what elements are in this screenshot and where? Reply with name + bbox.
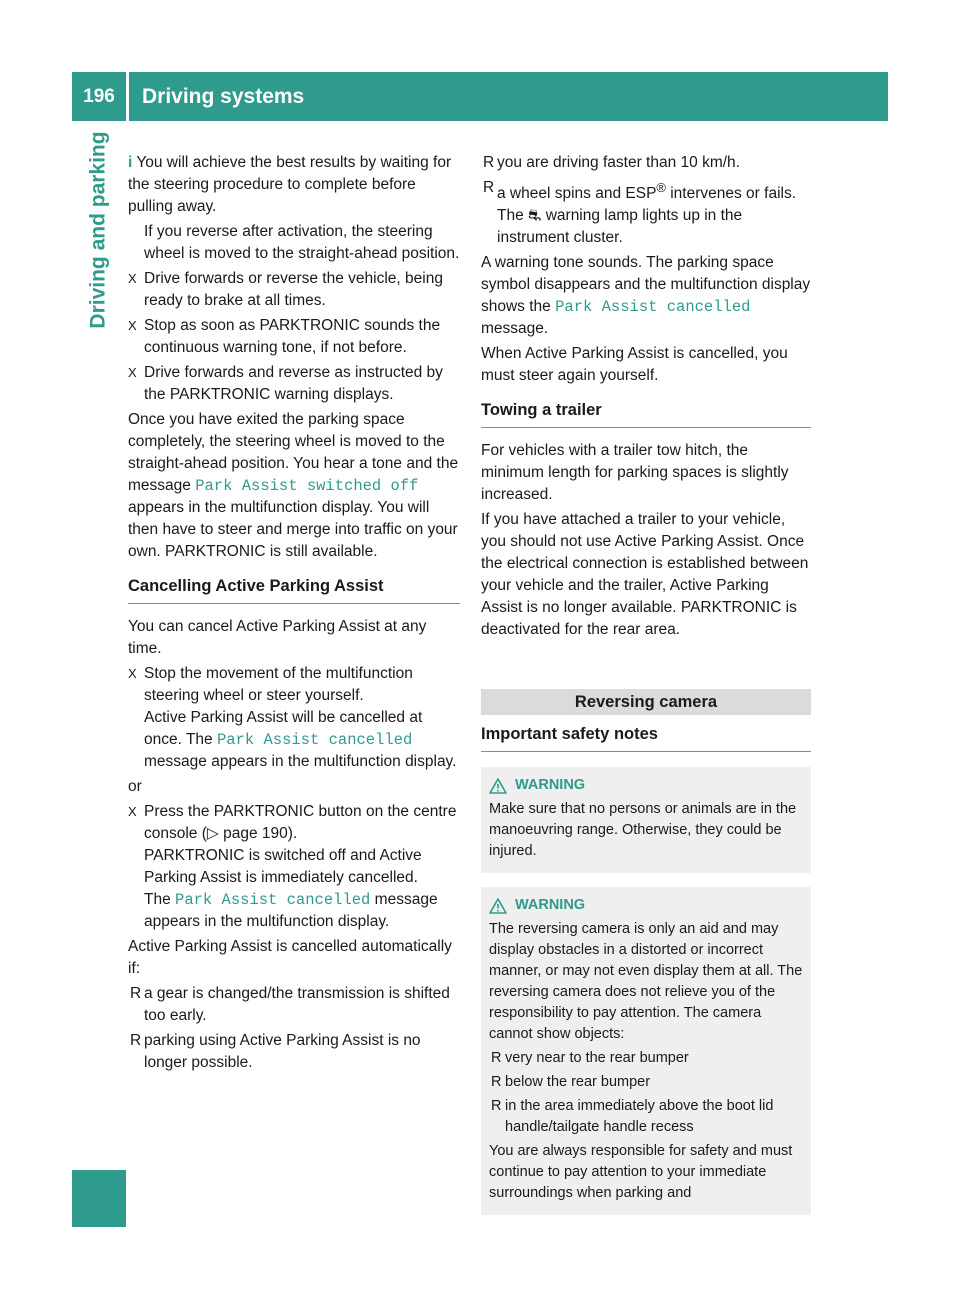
page-number: 196 (83, 85, 115, 107)
warning-text: You are always responsible for safety and must continue to pay attention to your immediate surroundings when parking and (489, 1143, 793, 1202)
list-item (489, 1072, 803, 1093)
step-text: Stop as soon as PARKTRONIC sounds the continuous warning tone, if not before. (144, 317, 441, 356)
display-message: Park Assist switched off (195, 477, 419, 495)
warning-triangle-icon (489, 778, 507, 794)
warning-text: The reversing camera is only an aid and may display obstacles in a distorted or incorrect manner, or may not even display them at all. The reversing camera does not relieve you of the responsibility to pay attention. The camera cannot show objects: (489, 921, 803, 1043)
section-heading: Cancelling Active Parking Assist (128, 575, 460, 604)
towing-para2: If you have attached a trailer to your vehicle, you should not use Active Parking Assist. Once the electrical connection is established between your vehicle and the trailer, Active Parking Assist is no longer available. PARKTRONIC is deactivated for the rear area. (481, 511, 809, 639)
bullet-marker-icon: R (483, 154, 495, 171)
list-item-text: in the area immediately above the boot lid handle/tailgate handle recess (505, 1098, 774, 1136)
bullet-marker-icon: R (491, 1074, 502, 1091)
list-item-text: you are driving faster than 10 km/h. (497, 154, 740, 171)
step-item (128, 315, 460, 359)
list-item-text: intervenes or fails. (665, 185, 797, 203)
warning-triangle-icon (489, 898, 507, 914)
side-tab-block (72, 1170, 126, 1227)
step-item (128, 801, 460, 933)
warning-header (489, 775, 803, 796)
list-item (481, 177, 811, 249)
step-item (128, 663, 460, 773)
list-item (128, 1030, 460, 1074)
side-tab-label: Driving and parking (87, 131, 111, 329)
step-text: PARKTRONIC is switched off and Active Parking Assist is immediately cancelled. (144, 847, 422, 886)
info-note (128, 152, 460, 218)
warning-title: WARNING (515, 897, 586, 914)
bullet-marker-icon: R (491, 1050, 502, 1067)
step-marker-icon: X (128, 804, 137, 819)
left-column (128, 152, 460, 1077)
warning-title: WARNING (515, 777, 586, 794)
header-divider (126, 72, 129, 121)
warning-text: Make sure that no persons or animals are in the manoeuvring range. Otherwise, they could be injured. (489, 801, 797, 860)
list-item-text: a wheel spins and ESP (497, 185, 657, 203)
step-text: Active Parking Assist will be cancelled at once. The (144, 709, 423, 748)
step-marker-icon: X (128, 365, 137, 380)
warning-box (481, 887, 811, 1215)
list-item (128, 983, 460, 1027)
step-marker-icon: X (128, 666, 137, 681)
list-item (489, 1048, 803, 1069)
info-icon: i (128, 154, 133, 171)
exit-paragraph (128, 409, 460, 563)
step-text: Stop the movement of the multifunction steering wheel or steer yourself. (144, 665, 413, 704)
tone-text: message. (481, 320, 549, 338)
steer-again: When Active Parking Assist is cancelled, you must steer again yourself. (481, 345, 788, 385)
display-message: Park Assist cancelled (216, 731, 413, 749)
page-ref-arrow-icon: ▷ (206, 825, 219, 842)
towing-para1: For vehicles with a trailer tow hitch, the minimum length for parking spaces is slightly increased. (481, 442, 789, 504)
list-item-text: very near to the rear bumper (505, 1050, 689, 1067)
step-text: Drive forwards and reverse as instructed by the PARKTRONIC warning displays. (144, 364, 443, 403)
esp-warning-lamp-icon: ⛐ (528, 207, 542, 225)
info-para1: You will achieve the best results by waiting for the steering procedure to complete before pulling away. (128, 154, 452, 215)
list-item-text: warning lamp lights up in the instrument cluster. (497, 207, 743, 247)
list-item (481, 152, 811, 174)
list-item-text: below the rear bumper (505, 1074, 651, 1091)
page-title: Driving systems (142, 84, 305, 108)
bullet-marker-icon: R (491, 1098, 502, 1115)
step-marker-icon: X (128, 271, 137, 286)
exit-text: Once you have exited the parking space completely, the steering wheel is moved to the straight-ahead position. You hear a tone and the message (128, 411, 459, 494)
bullet-marker-icon: R (130, 985, 142, 1002)
cancel-intro: You can cancel Active Parking Assist at any time. (128, 618, 427, 657)
step-text: Drive forwards or reverse the vehicle, being ready to brake at all times. (144, 270, 443, 309)
exit-text: appears in the multifunction display. You will then have to steer and merge into traffic on your own. PARKTRONIC is still available. (128, 499, 458, 560)
warning-box (481, 767, 811, 873)
registered-mark: ® (656, 180, 666, 195)
list-item-text: a gear is changed/the transmission is shifted too early. (144, 985, 450, 1024)
bullet-marker-icon: R (483, 179, 495, 196)
step-text: Press the PARKTRONIC button on the centre console ( (144, 803, 457, 842)
chapter-band: Reversing camera (481, 689, 811, 715)
page-ref-link[interactable]: page 190). (218, 825, 298, 842)
step-item (128, 268, 460, 312)
or-text: or (128, 778, 142, 795)
warning-header (489, 895, 803, 916)
step-text: message appears in the multifunction display. (144, 891, 438, 930)
section-heading: Towing a trailer (481, 399, 811, 428)
step-marker-icon: X (128, 318, 137, 333)
side-tab-label-wrap (84, 131, 114, 329)
list-item-text: parking using Active Parking Assist is no longer possible. (144, 1032, 421, 1071)
right-column (481, 152, 811, 1215)
step-text: The (144, 891, 176, 908)
info-para2: If you reverse after activation, the steering wheel is moved to the straight-ahead position. (144, 223, 460, 262)
tone-paragraph (481, 252, 811, 340)
step-text: message appears in the multifunction display. (144, 753, 457, 770)
section-heading: Important safety notes (481, 723, 811, 752)
list-item-text: The (497, 207, 529, 225)
page-header (72, 72, 888, 121)
display-message: Park Assist cancelled (175, 891, 371, 909)
tone-text: A warning tone sounds. The parking space symbol disappears and the multifunction display shows the (481, 254, 811, 316)
step-item (128, 362, 460, 406)
display-message: Park Assist cancelled (555, 298, 751, 317)
auto-cancel-intro: Active Parking Assist is cancelled automatically if: (128, 938, 452, 977)
bullet-marker-icon: R (130, 1032, 142, 1049)
list-item (489, 1096, 803, 1138)
